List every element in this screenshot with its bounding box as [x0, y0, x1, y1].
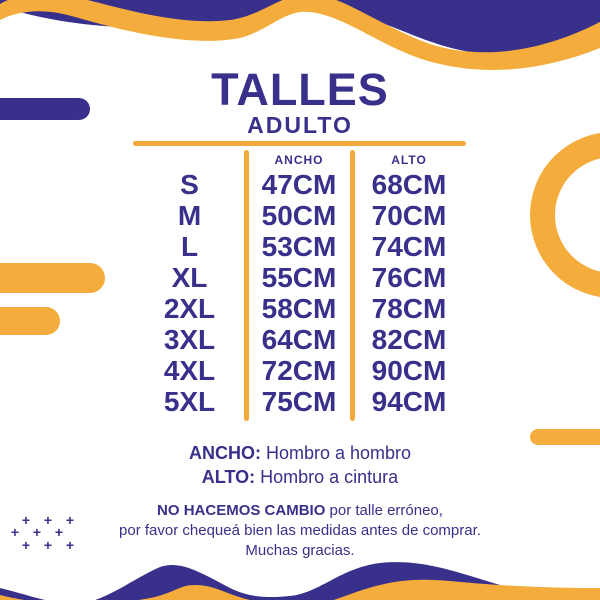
- note-line-3: Muchas gracias.: [245, 542, 355, 559]
- plus-icon: +: [54, 524, 64, 540]
- table-row: [133, 262, 466, 293]
- ancho-cell: 47CM: [261, 169, 337, 200]
- measurement-legend: [0, 441, 600, 489]
- note-line-1: [0, 501, 600, 521]
- ancho-cell: 53CM: [261, 231, 337, 262]
- alto-cell: 70CM: [371, 200, 447, 231]
- page-subtitle: ADULTO: [247, 112, 353, 138]
- decor-pill-yellow-left-1: [0, 263, 105, 293]
- alto-cell: 78CM: [371, 293, 447, 324]
- decor-ring-right: [530, 132, 600, 298]
- decor-pill-yellow-left-2: [0, 307, 60, 335]
- table-row: [133, 324, 466, 355]
- legend-ancho-desc: Hombro a hombro: [260, 443, 412, 463]
- size-header-cell: [133, 153, 246, 167]
- legend-ancho-label: ANCHO:: [188, 443, 261, 463]
- size-cell: 4XL: [163, 355, 216, 386]
- note-line-1-rest: por talle erróneo,: [325, 502, 443, 519]
- size-cell: 3XL: [163, 324, 216, 355]
- ancho-cell: 64CM: [261, 324, 337, 355]
- bottom-wave: [0, 548, 600, 600]
- alto-cell: 94CM: [371, 386, 447, 417]
- size-cell: S: [180, 169, 199, 200]
- table-row: [133, 200, 466, 231]
- table-row: [133, 231, 466, 262]
- alto-cell: 90CM: [371, 355, 447, 386]
- col-header-ancho: ANCHO: [274, 153, 324, 167]
- size-cell: 5XL: [163, 386, 216, 417]
- table-row: [133, 293, 466, 324]
- ancho-cell: 50CM: [261, 200, 337, 231]
- alto-cell: 74CM: [371, 231, 447, 262]
- legend-ancho: [0, 441, 600, 465]
- table-row: [133, 169, 466, 200]
- plus-icon: +: [32, 524, 42, 540]
- page-title: TALLES: [211, 64, 389, 115]
- plus-icon: +: [43, 512, 53, 528]
- note-emphasis: NO HACEMOS CAMBIO: [157, 502, 326, 519]
- legend-alto-label: ALTO:: [201, 467, 256, 487]
- plus-icon: +: [10, 524, 20, 540]
- plus-icon: +: [65, 512, 75, 528]
- note-line-2: por favor chequeá bien las medidas antes de comprar.: [119, 522, 481, 539]
- alto-cell: 76CM: [371, 262, 447, 293]
- table-header-row: [133, 153, 466, 167]
- plus-icon: +: [43, 537, 53, 553]
- ancho-cell: 55CM: [261, 262, 337, 293]
- plus-icon: +: [21, 512, 31, 528]
- size-cell: 2XL: [163, 293, 216, 324]
- table-row: [133, 355, 466, 386]
- ancho-cell: 75CM: [261, 386, 337, 417]
- size-cell: M: [177, 200, 202, 231]
- table-row: [133, 386, 466, 417]
- plus-icon: +: [65, 537, 75, 553]
- legend-alto-desc: Hombro a cintura: [255, 467, 399, 487]
- alto-cell: 82CM: [371, 324, 447, 355]
- plus-icon: +: [21, 537, 31, 553]
- alto-cell: 68CM: [371, 169, 447, 200]
- ancho-cell: 58CM: [261, 293, 337, 324]
- col-header-alto: ALTO: [391, 153, 427, 167]
- ancho-cell: 72CM: [261, 355, 337, 386]
- size-cell: L: [180, 231, 199, 262]
- legend-alto: [0, 465, 600, 489]
- table-divider-top: [133, 141, 466, 146]
- size-table: [133, 169, 466, 417]
- size-cell: XL: [171, 262, 208, 293]
